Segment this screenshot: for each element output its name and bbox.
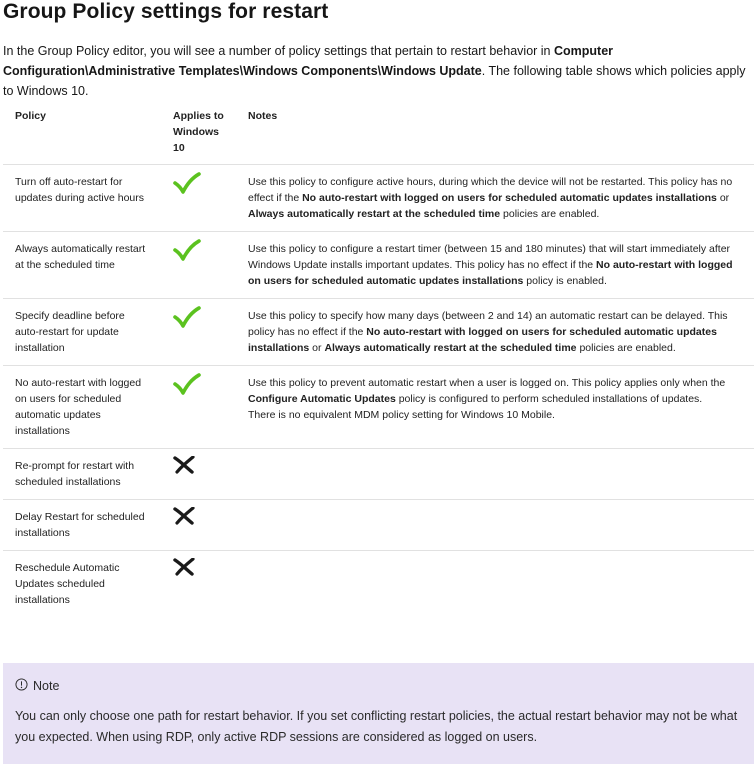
policy-reference: Configure Automatic Updates [248,393,396,405]
table-row [3,449,754,500]
policy-reference: Always automatically restart at the scheduled time [248,208,501,220]
policy-name: Turn off auto-restart for updates during active hours [3,165,161,232]
applies-cell [161,449,236,500]
policy-name: No auto-restart with logged on users for scheduled automatic updates installations [3,366,161,449]
policy-reference: Always automatically restart at the scheduled time [324,342,577,354]
checkmark-icon [173,172,201,199]
policy-name: Specify deadline before auto-restart for update installation [3,299,161,366]
header-applies: Applies to Windows 10 [173,110,224,154]
notes-text [248,308,743,356]
applies-cell [161,299,236,366]
applies-cell [161,366,236,449]
note-heading [15,678,742,694]
notes-segment: or [716,192,730,204]
table-row [3,299,754,366]
notes-cell [236,449,754,500]
notes-cell [236,165,754,232]
table-row [3,500,754,551]
cross-icon [173,507,195,530]
notes-segment: policy is configured to perform scheduled installations of updates. [395,393,703,405]
table-row [3,366,754,449]
notes-segment: Use this policy to specify how many days (between 2 and 14) an automatic restart can be delayed. This policy has no effect if the [248,310,728,338]
notes-segment: policies are enabled. [576,342,676,354]
cross-icon [173,456,195,479]
notes-segment: Use this policy to configure a restart timer (between 15 and 180 minutes) that will start immediately after Windows Update installs important updates. This policy has no effect if the [248,243,731,271]
table-row [3,551,754,618]
notes-cell [236,551,754,618]
table-row [3,165,754,232]
info-icon [15,678,28,694]
notes-segment: Use this policy to prevent automatic restart when a user is logged on. This policy applies only when the [248,377,726,389]
checkmark-icon [173,373,201,400]
policy-reference: No auto-restart with logged on users for scheduled automatic updates installations [248,326,717,354]
checkmark-icon [173,306,201,333]
checkmark-icon [173,239,201,266]
notes-segment: policies are enabled. [500,208,600,220]
cross-icon [173,558,195,581]
intro-text-2: . The following table shows which policies apply to Windows 10. [3,64,746,98]
header-notes: Notes [248,110,278,122]
notes-cell [236,232,754,299]
notes-cell [236,366,754,449]
table-header-row [3,103,754,165]
policy-reference: No auto-restart with logged on users for scheduled automatic updates installations [302,192,717,204]
applies-cell [161,551,236,618]
notes-text [248,174,743,222]
policy-table [3,103,754,617]
intro-text-1: In the Group Policy editor, you will see a number of policy settings that pertain to restart behavior in [3,44,554,58]
notes-text [248,375,743,407]
note-heading-label: Note [33,679,60,693]
notes-cell [236,299,754,366]
note-body: You can only choose one path for restart behavior. If you set conflicting restart policies, the actual restart behavior may not be what you expected. When using RDP, only active RDP sessions are considered as logged on users. [15,709,738,744]
header-policy: Policy [15,110,46,122]
notes-extra-text: There is no equivalent MDM policy setting for Windows 10 Mobile. [248,409,555,421]
table-row [3,232,754,299]
policy-name: Reschedule Automatic Updates scheduled installations [3,551,161,618]
note-callout [3,663,754,764]
applies-cell [161,165,236,232]
notes-segment: Use this policy to configure active hours, during which the device will not be restarted. This policy has no effect if the [248,176,733,204]
policy-reference: No auto-restart with logged on users for scheduled automatic updates installations [248,259,733,287]
intro-paragraph [3,41,751,101]
policy-name: Re-prompt for restart with scheduled installations [3,449,161,500]
notes-text [248,241,743,289]
applies-cell [161,232,236,299]
policy-name: Always automatically restart at the scheduled time [3,232,161,299]
table-body [3,165,754,618]
notes-segment: policy is enabled. [523,275,607,287]
policy-name: Delay Restart for scheduled installations [3,500,161,551]
intro-policy-path: Computer Configuration\Administrative Templates\Windows Components\Windows Update [3,44,614,78]
page-title: Group Policy settings for restart [3,0,329,23]
notes-segment: or [309,342,325,354]
notes-cell [236,500,754,551]
applies-cell [161,500,236,551]
